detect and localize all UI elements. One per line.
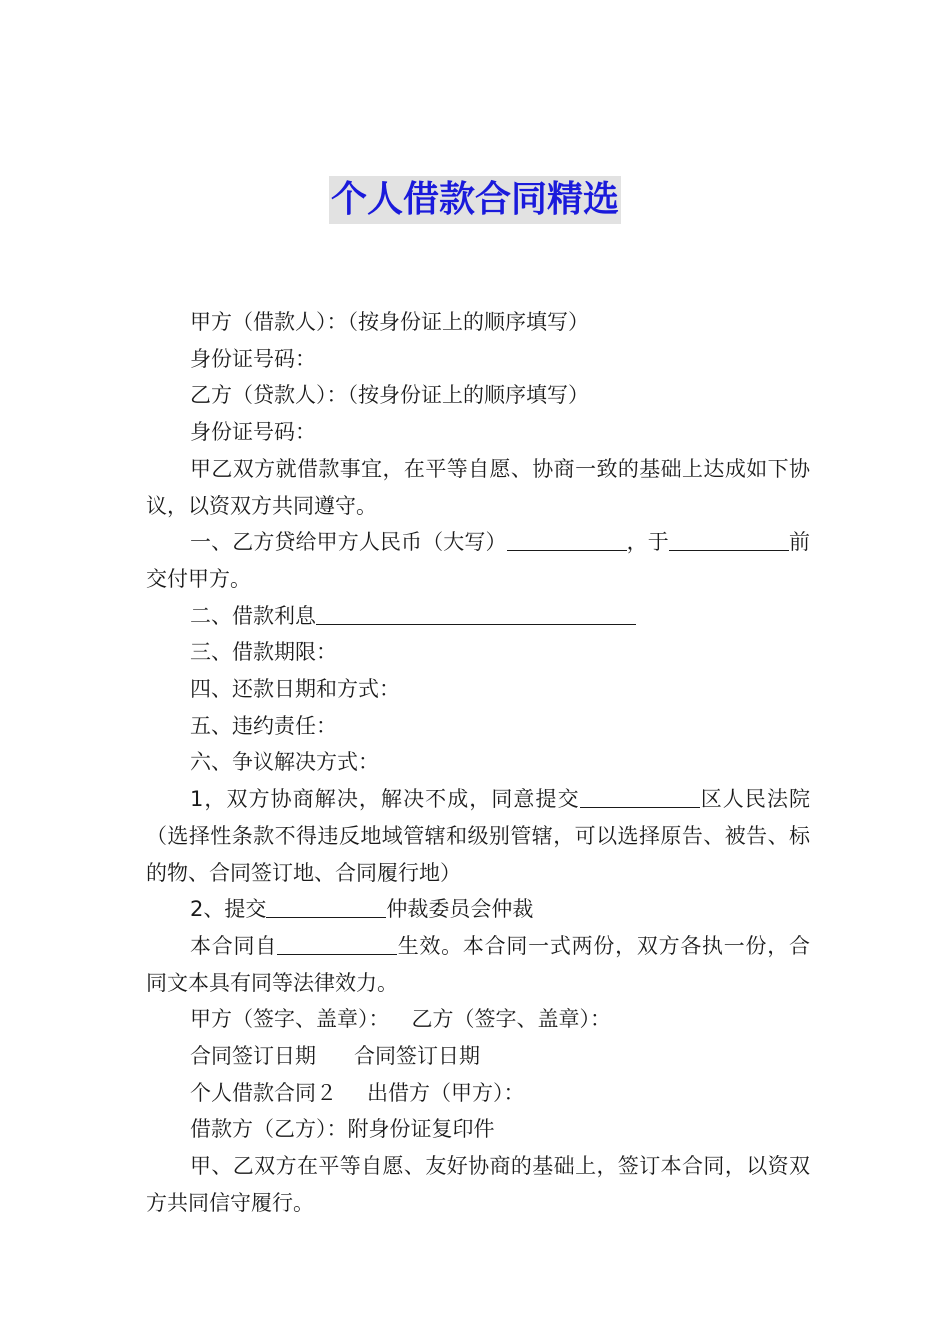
contract-2-line bbox=[146, 1075, 810, 1112]
clause-1 bbox=[146, 524, 810, 597]
court-blank bbox=[580, 785, 700, 808]
id-b-line: 身份证号码： bbox=[190, 420, 316, 445]
clause-1-text-c: 前交付甲方。 bbox=[146, 530, 811, 591]
date-blank-2 bbox=[779, 528, 789, 551]
dispute-2-text-a: 2、提交 bbox=[190, 897, 267, 922]
clause-4: 四、还款日期和方式： bbox=[190, 677, 400, 702]
dispute-option-1 bbox=[146, 781, 810, 891]
date-blank-1 bbox=[669, 528, 781, 551]
arbitration-blank bbox=[266, 895, 386, 918]
document-body bbox=[146, 304, 810, 1222]
clause-6: 六、争议解决方式： bbox=[190, 750, 379, 775]
sign-a: 甲方（签字、盖章）： bbox=[190, 1007, 390, 1032]
party-b-line: 乙方（贷款人）：（按身份证上的顺序填写） bbox=[190, 383, 589, 408]
contract-2-title: 个人借款合同２ bbox=[190, 1080, 337, 1105]
dispute-option-2 bbox=[146, 891, 810, 928]
title-container bbox=[0, 176, 950, 224]
clause-3: 三、借款期限： bbox=[190, 640, 337, 665]
effect-text-a: 本合同自 bbox=[190, 933, 277, 958]
clause-1-text-b: ，于 bbox=[626, 530, 669, 555]
effective-date-blank bbox=[277, 932, 397, 955]
signature-line bbox=[146, 1001, 810, 1038]
intro-paragraph: 甲乙双方就借款事宜，在平等自愿、协商一致的基础上达成如下协议，以资双方共同遵守。 bbox=[146, 456, 810, 518]
dispute-1-text-a: 1，双方协商解决，解决不成，同意提交 bbox=[190, 787, 580, 812]
clause-2 bbox=[146, 598, 810, 635]
document-title: 个人借款合同精选 bbox=[329, 176, 621, 224]
closing-paragraph: 甲、乙双方在平等自愿、友好协商的基础上，签订本合同，以资双方共同信守履行。 bbox=[146, 1154, 810, 1215]
borrower-line: 借款方（乙方）：附身份证复印件 bbox=[190, 1117, 495, 1142]
dispute-1-text-b: 区人民法院（选择性条款不得违反地域管辖和级别管辖，可以选择原告、被告、标的物、合同签订地、合同履行地） bbox=[146, 787, 811, 885]
lender-label: 出借方（甲方）： bbox=[367, 1080, 525, 1105]
clause-2-text: 二、借款利息 bbox=[190, 603, 316, 628]
date-line bbox=[146, 1038, 810, 1075]
dispute-2-text-b: 仲裁委员会仲裁 bbox=[386, 897, 534, 922]
date-a: 合同签订日期 bbox=[190, 1044, 316, 1069]
amount-blank bbox=[507, 528, 627, 551]
sign-b: 乙方（签字、盖章）： bbox=[411, 1007, 611, 1032]
date-b: 合同签订日期 bbox=[354, 1044, 480, 1069]
effect-paragraph bbox=[146, 928, 810, 1001]
interest-blank bbox=[316, 602, 636, 625]
clause-1-text-a: 一、乙方贷给甲方人民币（大写） bbox=[190, 530, 507, 555]
id-a-line: 身份证号码： bbox=[190, 346, 316, 371]
party-a-line: 甲方（借款人）：（按身份证上的顺序填写） bbox=[190, 310, 589, 334]
effect-text-b: 生效。本合同一式两份，双方各执一份，合同文本具有同等法律效力。 bbox=[146, 933, 811, 995]
clause-5: 五、违约责任： bbox=[190, 713, 337, 738]
